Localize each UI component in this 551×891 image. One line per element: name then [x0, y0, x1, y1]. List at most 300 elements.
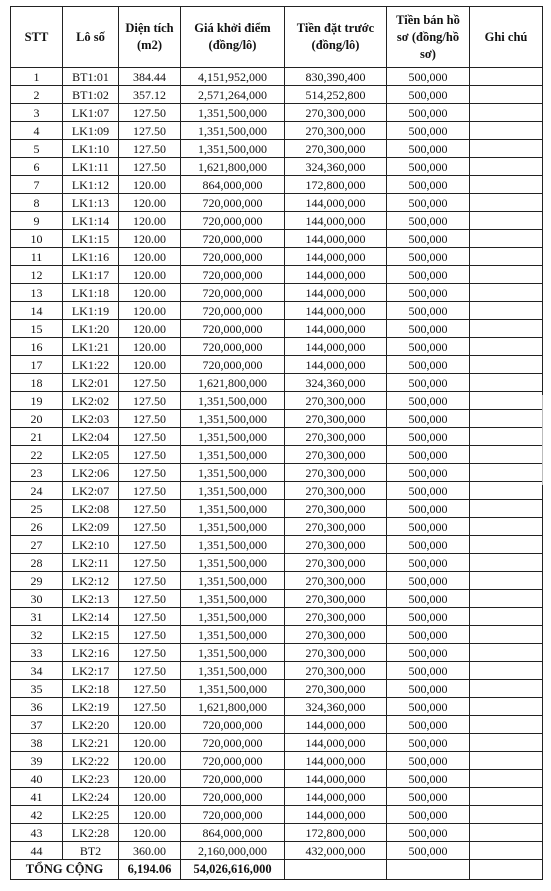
- cell-dossier-fee: 500,000: [387, 536, 470, 554]
- cell-start-price: 1,351,500,000: [181, 662, 285, 680]
- cell-area: 127.50: [119, 644, 181, 662]
- cell-note: [470, 284, 543, 302]
- cell-area: 120.00: [119, 320, 181, 338]
- cell-stt: 3: [11, 104, 63, 122]
- cell-lot: LK2:08: [63, 500, 119, 518]
- cell-start-price: 720,000,000: [181, 194, 285, 212]
- table-row: [11, 536, 543, 554]
- header-dossier-fee: Tiền bán hồ sơ (đồng/hồ sơ): [387, 7, 470, 68]
- cell-deposit: 144,000,000: [285, 806, 387, 824]
- cell-area: 127.50: [119, 482, 181, 500]
- cell-stt: 11: [11, 248, 63, 266]
- cell-dossier-fee: 500,000: [387, 104, 470, 122]
- cell-dossier-fee: 500,000: [387, 176, 470, 194]
- cell-dossier-fee: 500,000: [387, 788, 470, 806]
- cell-start-price: 720,000,000: [181, 248, 285, 266]
- cell-start-price: 1,351,500,000: [181, 590, 285, 608]
- cell-dossier-fee: 500,000: [387, 680, 470, 698]
- cell-deposit: 432,000,000: [285, 842, 387, 860]
- cell-dossier-fee: 500,000: [387, 716, 470, 734]
- cell-start-price: 720,000,000: [181, 284, 285, 302]
- cell-deposit: 144,000,000: [285, 770, 387, 788]
- cell-start-price: 720,000,000: [181, 212, 285, 230]
- cell-area: 120.00: [119, 284, 181, 302]
- cell-dossier-fee: 500,000: [387, 698, 470, 716]
- cell-area: 120.00: [119, 266, 181, 284]
- cell-note: [470, 302, 543, 320]
- cell-lot: LK1:07: [63, 104, 119, 122]
- cell-area: 120.00: [119, 176, 181, 194]
- table-row: [11, 752, 543, 770]
- cell-deposit: 324,360,000: [285, 374, 387, 392]
- cell-stt: 39: [11, 752, 63, 770]
- cell-lot: LK2:17: [63, 662, 119, 680]
- cell-deposit: 830,390,400: [285, 68, 387, 86]
- cell-stt: 10: [11, 230, 63, 248]
- cell-note: [470, 320, 543, 338]
- cell-dossier-fee: 500,000: [387, 410, 470, 428]
- table-row: [11, 662, 543, 680]
- table-row: [11, 266, 543, 284]
- cell-deposit: 270,300,000: [285, 428, 387, 446]
- cell-note: [470, 608, 543, 626]
- cell-start-price: 1,351,500,000: [181, 644, 285, 662]
- cell-stt: 17: [11, 356, 63, 374]
- cell-lot: LK1:18: [63, 284, 119, 302]
- cell-stt: 33: [11, 644, 63, 662]
- cell-stt: 42: [11, 806, 63, 824]
- cell-lot: LK2:03: [63, 410, 119, 428]
- table-row: [11, 194, 543, 212]
- cell-start-price: 720,000,000: [181, 302, 285, 320]
- cell-stt: 25: [11, 500, 63, 518]
- cell-note: [470, 266, 543, 284]
- cell-note: [470, 428, 543, 446]
- cell-area: 120.00: [119, 716, 181, 734]
- cell-dossier-fee: 500,000: [387, 140, 470, 158]
- cell-note: [470, 86, 543, 104]
- cell-stt: 1: [11, 68, 63, 86]
- table-row: [11, 500, 543, 518]
- cell-area: 384.44: [119, 68, 181, 86]
- cell-stt: 23: [11, 464, 63, 482]
- table-row: [11, 770, 543, 788]
- cell-area: 127.50: [119, 428, 181, 446]
- table-row: [11, 140, 543, 158]
- table-row: [11, 248, 543, 266]
- cell-dossier-fee: 500,000: [387, 302, 470, 320]
- cell-note: [470, 356, 543, 374]
- cell-start-price: 2,571,264,000: [181, 86, 285, 104]
- cell-lot: LK2:28: [63, 824, 119, 842]
- cell-lot: LK2:09: [63, 518, 119, 536]
- cell-area: 127.50: [119, 626, 181, 644]
- table-row: [11, 230, 543, 248]
- cell-note: [470, 572, 543, 590]
- cell-stt: 28: [11, 554, 63, 572]
- table-row: [11, 788, 543, 806]
- cell-dossier-fee: 500,000: [387, 590, 470, 608]
- cell-dossier-fee: 500,000: [387, 842, 470, 860]
- total-label: TỔNG CỘNG: [11, 860, 119, 880]
- cell-area: 127.50: [119, 446, 181, 464]
- cell-dossier-fee: 500,000: [387, 158, 470, 176]
- cell-dossier-fee: 500,000: [387, 644, 470, 662]
- cell-start-price: 720,000,000: [181, 752, 285, 770]
- cell-start-price: 1,351,500,000: [181, 518, 285, 536]
- cell-stt: 31: [11, 608, 63, 626]
- cell-start-price: 1,351,500,000: [181, 104, 285, 122]
- cell-deposit: 144,000,000: [285, 734, 387, 752]
- table-row: [11, 392, 543, 410]
- cell-lot: LK1:17: [63, 266, 119, 284]
- table-row: [11, 626, 543, 644]
- cell-lot: LK1:09: [63, 122, 119, 140]
- cell-deposit: 144,000,000: [285, 716, 387, 734]
- cell-dossier-fee: 500,000: [387, 500, 470, 518]
- cell-stt: 5: [11, 140, 63, 158]
- cell-stt: 12: [11, 266, 63, 284]
- cell-deposit: 144,000,000: [285, 302, 387, 320]
- cell-start-price: 1,351,500,000: [181, 392, 285, 410]
- cell-stt: 41: [11, 788, 63, 806]
- cell-deposit: 270,300,000: [285, 644, 387, 662]
- cell-note: [470, 446, 543, 464]
- cell-deposit: 270,300,000: [285, 482, 387, 500]
- cell-note: [470, 68, 543, 86]
- cell-stt: 44: [11, 842, 63, 860]
- header-deposit: Tiền đặt trước (đồng/lô): [285, 7, 387, 68]
- cell-stt: 34: [11, 662, 63, 680]
- cell-dossier-fee: 500,000: [387, 284, 470, 302]
- table-row: [11, 428, 543, 446]
- cell-start-price: 1,351,500,000: [181, 446, 285, 464]
- cell-stt: 21: [11, 428, 63, 446]
- lot-table: [10, 6, 543, 880]
- cell-start-price: 1,351,500,000: [181, 500, 285, 518]
- cell-stt: 43: [11, 824, 63, 842]
- cell-deposit: 270,300,000: [285, 590, 387, 608]
- cell-start-price: 720,000,000: [181, 788, 285, 806]
- table-row: [11, 464, 543, 482]
- cell-dossier-fee: 500,000: [387, 68, 470, 86]
- cell-note: [470, 500, 543, 518]
- table-row: [11, 122, 543, 140]
- cell-lot: LK1:11: [63, 158, 119, 176]
- cell-lot: LK2:20: [63, 716, 119, 734]
- cell-start-price: 864,000,000: [181, 176, 285, 194]
- cell-area: 120.00: [119, 734, 181, 752]
- table-row: [11, 302, 543, 320]
- cell-dossier-fee: 500,000: [387, 194, 470, 212]
- cell-dossier-fee: 500,000: [387, 626, 470, 644]
- cell-lot: LK1:19: [63, 302, 119, 320]
- cell-note: [470, 140, 543, 158]
- cell-area: 127.50: [119, 122, 181, 140]
- table-row: [11, 806, 543, 824]
- cell-lot: LK1:21: [63, 338, 119, 356]
- cell-start-price: 1,621,800,000: [181, 158, 285, 176]
- table-row: [11, 734, 543, 752]
- cell-note: [470, 590, 543, 608]
- cell-deposit: 144,000,000: [285, 338, 387, 356]
- table-row: [11, 842, 543, 860]
- cell-deposit: 270,300,000: [285, 500, 387, 518]
- cell-start-price: 720,000,000: [181, 734, 285, 752]
- cell-dossier-fee: 500,000: [387, 518, 470, 536]
- cell-lot: LK2:16: [63, 644, 119, 662]
- cell-lot: LK1:12: [63, 176, 119, 194]
- cell-note: [470, 842, 543, 860]
- cell-deposit: 144,000,000: [285, 248, 387, 266]
- cell-stt: 19: [11, 392, 63, 410]
- cell-note: [470, 824, 543, 842]
- cell-start-price: 1,351,500,000: [181, 140, 285, 158]
- cell-stt: 13: [11, 284, 63, 302]
- cell-lot: LK2:01: [63, 374, 119, 392]
- cell-deposit: 144,000,000: [285, 356, 387, 374]
- cell-start-price: 1,351,500,000: [181, 410, 285, 428]
- cell-area: 120.00: [119, 752, 181, 770]
- cell-lot: LK1:10: [63, 140, 119, 158]
- table-row: [11, 410, 543, 428]
- total-area: 6,194.06: [119, 860, 181, 880]
- table-row: [11, 338, 543, 356]
- cell-dossier-fee: 500,000: [387, 338, 470, 356]
- cell-lot: LK2:19: [63, 698, 119, 716]
- cell-dossier-fee: 500,000: [387, 86, 470, 104]
- cell-lot: BT1:02: [63, 86, 119, 104]
- cell-lot: LK2:10: [63, 536, 119, 554]
- cell-start-price: 720,000,000: [181, 356, 285, 374]
- table-row: [11, 320, 543, 338]
- cell-stt: 7: [11, 176, 63, 194]
- cell-lot: LK2:18: [63, 680, 119, 698]
- cell-start-price: 1,351,500,000: [181, 572, 285, 590]
- cell-lot: LK2:06: [63, 464, 119, 482]
- cell-lot: LK1:20: [63, 320, 119, 338]
- cell-start-price: 864,000,000: [181, 824, 285, 842]
- table-row: [11, 284, 543, 302]
- cell-stt: 36: [11, 698, 63, 716]
- total-row: [11, 860, 543, 880]
- table-row: [11, 104, 543, 122]
- cell-dossier-fee: 500,000: [387, 806, 470, 824]
- cell-dossier-fee: 500,000: [387, 248, 470, 266]
- table-row: [11, 680, 543, 698]
- table-row: [11, 608, 543, 626]
- cell-deposit: 324,360,000: [285, 158, 387, 176]
- cell-area: 127.50: [119, 104, 181, 122]
- header-area: Diện tích (m2): [119, 7, 181, 68]
- cell-note: [470, 158, 543, 176]
- cell-deposit: 270,300,000: [285, 410, 387, 428]
- cell-lot: LK2:05: [63, 446, 119, 464]
- cell-stt: 24: [11, 482, 63, 500]
- cell-note: [470, 788, 543, 806]
- cell-deposit: 144,000,000: [285, 788, 387, 806]
- cell-area: 127.50: [119, 590, 181, 608]
- cell-deposit: 270,300,000: [285, 446, 387, 464]
- cell-note: [470, 104, 543, 122]
- cell-deposit: 270,300,000: [285, 662, 387, 680]
- cell-area: 127.50: [119, 518, 181, 536]
- total-deposit-cell: [285, 860, 387, 880]
- cell-dossier-fee: 500,000: [387, 770, 470, 788]
- cell-note: [470, 374, 543, 392]
- cell-area: 120.00: [119, 212, 181, 230]
- cell-note: [470, 680, 543, 698]
- cell-lot: LK2:15: [63, 626, 119, 644]
- total-start-price: 54,026,616,000: [181, 860, 285, 880]
- table-row: [11, 518, 543, 536]
- cell-area: 120.00: [119, 356, 181, 374]
- cell-area: 127.50: [119, 374, 181, 392]
- cell-deposit: 270,300,000: [285, 554, 387, 572]
- cell-deposit: 144,000,000: [285, 266, 387, 284]
- table-row: [11, 482, 543, 500]
- cell-start-price: 1,351,500,000: [181, 608, 285, 626]
- cell-lot: LK1:14: [63, 212, 119, 230]
- table-row: [11, 212, 543, 230]
- cell-area: 127.50: [119, 464, 181, 482]
- cell-stt: 14: [11, 302, 63, 320]
- cell-start-price: 720,000,000: [181, 716, 285, 734]
- cell-area: 120.00: [119, 788, 181, 806]
- table-row: [11, 698, 543, 716]
- cell-area: 127.50: [119, 536, 181, 554]
- cell-note: [470, 122, 543, 140]
- cell-lot: LK2:25: [63, 806, 119, 824]
- cell-start-price: 4,151,952,000: [181, 68, 285, 86]
- cell-stt: 6: [11, 158, 63, 176]
- table-row: [11, 716, 543, 734]
- cell-start-price: 1,351,500,000: [181, 536, 285, 554]
- cell-deposit: 270,300,000: [285, 140, 387, 158]
- cell-lot: LK2:23: [63, 770, 119, 788]
- table-body: [11, 68, 543, 860]
- table-row: [11, 824, 543, 842]
- cell-stt: 32: [11, 626, 63, 644]
- cell-area: 120.00: [119, 338, 181, 356]
- cell-area: 127.50: [119, 680, 181, 698]
- cell-note: [470, 536, 543, 554]
- cell-note: [470, 410, 543, 428]
- cell-area: 120.00: [119, 806, 181, 824]
- cell-dossier-fee: 500,000: [387, 212, 470, 230]
- cell-start-price: 720,000,000: [181, 338, 285, 356]
- cell-area: 357.12: [119, 86, 181, 104]
- document-page: [10, 6, 542, 880]
- cell-note: [470, 518, 543, 536]
- cell-dossier-fee: 500,000: [387, 734, 470, 752]
- cell-dossier-fee: 500,000: [387, 482, 470, 500]
- cell-lot: LK2:11: [63, 554, 119, 572]
- cell-area: 127.50: [119, 392, 181, 410]
- cell-deposit: 324,360,000: [285, 698, 387, 716]
- cell-note: [470, 212, 543, 230]
- header-note: Ghi chú: [470, 7, 543, 68]
- table-row: [11, 572, 543, 590]
- cell-area: 127.50: [119, 158, 181, 176]
- cell-start-price: 1,351,500,000: [181, 482, 285, 500]
- cell-dossier-fee: 500,000: [387, 266, 470, 284]
- table-header-row: [11, 7, 543, 68]
- cell-note: [470, 752, 543, 770]
- cell-dossier-fee: 500,000: [387, 230, 470, 248]
- cell-deposit: 144,000,000: [285, 230, 387, 248]
- cell-stt: 27: [11, 536, 63, 554]
- cell-dossier-fee: 500,000: [387, 428, 470, 446]
- cell-note: [470, 248, 543, 266]
- cell-start-price: 1,621,800,000: [181, 698, 285, 716]
- cell-area: 127.50: [119, 698, 181, 716]
- cell-lot: LK2:24: [63, 788, 119, 806]
- cell-note: [470, 644, 543, 662]
- cell-note: [470, 338, 543, 356]
- cell-deposit: 270,300,000: [285, 392, 387, 410]
- cell-area: 127.50: [119, 608, 181, 626]
- cell-area: 120.00: [119, 302, 181, 320]
- cell-area: 120.00: [119, 824, 181, 842]
- cell-dossier-fee: 500,000: [387, 122, 470, 140]
- table-row: [11, 176, 543, 194]
- total-fee-cell: [387, 860, 470, 880]
- cell-start-price: 2,160,000,000: [181, 842, 285, 860]
- cell-deposit: 270,300,000: [285, 122, 387, 140]
- cell-dossier-fee: 500,000: [387, 464, 470, 482]
- header-lot: Lô số: [63, 7, 119, 68]
- cell-stt: 4: [11, 122, 63, 140]
- cell-dossier-fee: 500,000: [387, 662, 470, 680]
- cell-deposit: 270,300,000: [285, 104, 387, 122]
- cell-dossier-fee: 500,000: [387, 374, 470, 392]
- cell-deposit: 144,000,000: [285, 194, 387, 212]
- table-row: [11, 68, 543, 86]
- cell-deposit: 270,300,000: [285, 518, 387, 536]
- cell-stt: 29: [11, 572, 63, 590]
- cell-deposit: 270,300,000: [285, 680, 387, 698]
- cell-stt: 16: [11, 338, 63, 356]
- cell-deposit: 514,252,800: [285, 86, 387, 104]
- cell-start-price: 1,351,500,000: [181, 428, 285, 446]
- cell-stt: 2: [11, 86, 63, 104]
- cell-deposit: 270,300,000: [285, 572, 387, 590]
- cell-dossier-fee: 500,000: [387, 320, 470, 338]
- table-row: [11, 554, 543, 572]
- cell-dossier-fee: 500,000: [387, 608, 470, 626]
- header-start-price: Giá khởi điểm (đồng/lô): [181, 7, 285, 68]
- cell-note: [470, 698, 543, 716]
- cell-lot: LK2:21: [63, 734, 119, 752]
- cell-lot: LK2:04: [63, 428, 119, 446]
- cell-lot: LK1:22: [63, 356, 119, 374]
- cell-lot: LK1:13: [63, 194, 119, 212]
- cell-dossier-fee: 500,000: [387, 752, 470, 770]
- cell-area: 127.50: [119, 500, 181, 518]
- table-row: [11, 644, 543, 662]
- cell-dossier-fee: 500,000: [387, 824, 470, 842]
- cell-note: [470, 392, 543, 410]
- cell-dossier-fee: 500,000: [387, 446, 470, 464]
- cell-lot: LK2:12: [63, 572, 119, 590]
- table-row: [11, 86, 543, 104]
- cell-start-price: 720,000,000: [181, 320, 285, 338]
- cell-lot: LK2:07: [63, 482, 119, 500]
- cell-note: [470, 176, 543, 194]
- cell-note: [470, 554, 543, 572]
- cell-lot: LK1:16: [63, 248, 119, 266]
